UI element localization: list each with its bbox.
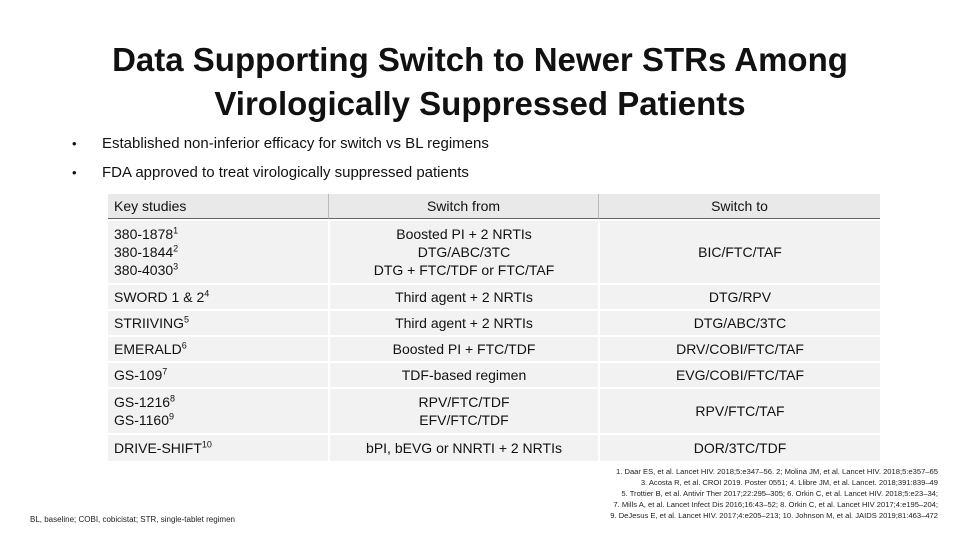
switch-from-text: Boosted PI + 2 NRTIs: [396, 226, 532, 242]
cell-key-studies: [108, 311, 328, 335]
reference-superscript: 2: [173, 243, 179, 254]
table-header-row: [108, 194, 880, 219]
cell-switch-from: [328, 311, 598, 335]
cell-key-studies: [108, 363, 328, 387]
switch-from-text: EFV/FTC/TDF: [419, 412, 509, 428]
header-switch-from: Switch from: [328, 194, 598, 219]
table-row: [108, 363, 880, 387]
bullet-text: Established non-inferior efficacy for switch vs BL regimens: [102, 135, 489, 152]
study-name: [114, 340, 322, 358]
study-label: STRIIVING: [114, 315, 185, 331]
header-key-studies: Key studies: [108, 194, 328, 219]
study-name: [114, 261, 322, 279]
cell-switch-to: RPV/FTC/TAF: [598, 389, 880, 433]
reference-line: 9. DeJesus E, et al. Lancet HIV. 2017;4:e205–213; 10. Johnson M, et al. JAIDS 2019;81:463–472: [610, 511, 938, 520]
study-name: [114, 314, 322, 332]
study-name: [114, 366, 322, 384]
study-label: DRIVE-SHIFT: [114, 440, 202, 456]
cell-switch-to: EVG/COBI/FTC/TAF: [598, 363, 880, 387]
study-name: [114, 288, 322, 306]
reference-superscript: 4: [204, 288, 210, 299]
cell-switch-from: [328, 285, 598, 309]
switch-from-text: RPV/FTC/TDF: [418, 394, 510, 410]
bullet-icon: •: [72, 136, 77, 151]
reference-superscript: 8: [170, 393, 176, 404]
bullet-list: [72, 131, 489, 189]
switch-from-text: DTG + FTC/TDF or FTC/TAF: [373, 262, 555, 278]
cell-switch-to: DOR/3TC/TDF: [598, 435, 880, 461]
study-name: [114, 411, 322, 429]
study-label: GS-109: [114, 367, 163, 383]
cell-switch-to: DRV/COBI/FTC/TAF: [598, 337, 880, 361]
cell-key-studies: [108, 389, 328, 433]
reference-superscript: 5: [184, 314, 190, 325]
study-name: [114, 439, 322, 457]
reference-superscript: 10: [201, 439, 212, 450]
reference-line: 7. Mills A, et al. Lancet Infect Dis 2016;16:43–52; 8. Orkin C, et al. Lancet HIV 2017;4:e195–204;: [613, 500, 938, 509]
table-row: [108, 311, 880, 335]
references: [478, 466, 938, 521]
switch-from-text: DTG/ABC/3TC: [417, 244, 511, 260]
study-label: 380-4030: [114, 262, 174, 278]
abbreviations-footnote: BL, baseline; COBI, cobicistat; STR, single-tablet regimen: [30, 515, 235, 524]
bullet-item: [72, 131, 489, 160]
cell-switch-from: [328, 337, 598, 361]
cell-switch-from: [328, 363, 598, 387]
study-label: GS-1160: [114, 412, 169, 428]
switch-from-text: Boosted PI + FTC/TDF: [392, 341, 536, 357]
cell-key-studies: [108, 435, 328, 461]
header-switch-to: Switch to: [598, 194, 880, 219]
table-row: [108, 389, 880, 433]
cell-key-studies: [108, 221, 328, 283]
table-row: [108, 285, 880, 309]
switch-from-text: bPI, bEVG or NNRTI + 2 NRTIs: [366, 440, 562, 456]
bullet-icon: •: [72, 165, 77, 180]
cell-key-studies: [108, 337, 328, 361]
reference-line: 3. Acosta R, et al. CROI 2019. Poster 0551; 4. Llibre JM, et al. Lancet. 2018;391:839–49: [640, 478, 938, 487]
reference-superscript: 7: [162, 366, 168, 377]
cell-key-studies: [108, 285, 328, 309]
bullet-item: [72, 160, 489, 189]
switch-from-text: Third agent + 2 NRTIs: [395, 315, 533, 331]
study-name: [114, 393, 322, 411]
switch-from-text: Third agent + 2 NRTIs: [395, 289, 533, 305]
reference-superscript: 9: [169, 411, 175, 422]
studies-table: [108, 192, 880, 463]
table-body: [108, 221, 880, 461]
study-name: [114, 243, 322, 261]
study-label: SWORD 1 & 2: [114, 289, 205, 305]
reference-line: 5. Trottier B, et al. Antivir Ther 2017;22:295–305; 6. Orkin C, et al. Lancet HIV. 2018;5:e23–34;: [621, 489, 938, 498]
study-label: GS-1216: [114, 394, 171, 410]
cell-switch-to: DTG/ABC/3TC: [598, 311, 880, 335]
cell-switch-to: DTG/RPV: [598, 285, 880, 309]
study-label: EMERALD: [114, 341, 182, 357]
cell-switch-from: [328, 221, 598, 283]
reference-superscript: 6: [181, 340, 187, 351]
table-row: [108, 337, 880, 361]
table-row: [108, 221, 880, 283]
reference-superscript: 3: [173, 261, 179, 272]
switch-from-text: TDF-based regimen: [401, 367, 527, 383]
cell-switch-to: BIC/FTC/TAF: [598, 221, 880, 283]
study-label: 380-1878: [114, 226, 174, 242]
study-label: 380-1844: [114, 244, 174, 260]
reference-superscript: 1: [173, 225, 179, 236]
bullet-text: FDA approved to treat virologically suppressed patients: [102, 164, 469, 181]
cell-switch-from: [328, 389, 598, 433]
study-name: [114, 225, 322, 243]
cell-switch-from: [328, 435, 598, 461]
table-row: [108, 435, 880, 461]
reference-line: 1. Daar ES, et al. Lancet HIV. 2018;5:e347–56. 2; Molina JM, et al. Lancet HIV. 2018;5:e357–65: [616, 467, 938, 476]
slide-title: Data Supporting Switch to Newer STRs Among Virologically Suppressed Patients: [112, 41, 848, 122]
